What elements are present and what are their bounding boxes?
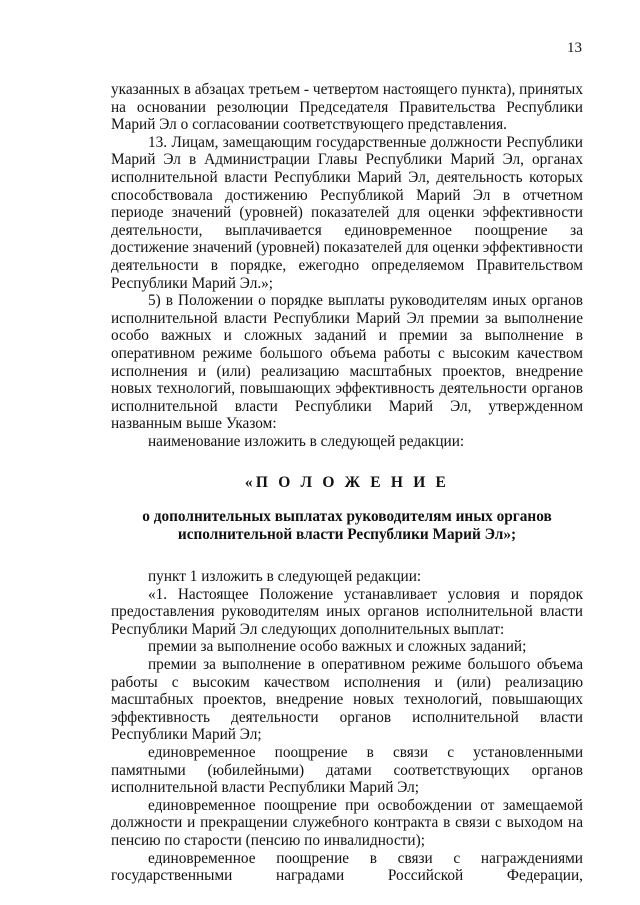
paragraph: «1. Настоящее Положение устанавливает условия и порядок предоставления руководителям иных органов исполнительной власти Республики Марий Эл следующих дополнительных выплат: [111,585,583,638]
paragraph: пункт 1 изложить в следующей редакции: [148,568,422,586]
paragraph: единовременное поощрение в связи с награждениями государственными наградами Российской Федерации, [111,849,583,885]
paragraph: премии за выполнение в оперативном режиме большого объема работы с высоким качеством исполнения и (или) реализацию масштабных проектов, внедрение новых технологий, повышающих эффективность деятельности органов исполнительной власти Республики Марий Эл; [111,656,583,744]
section-subheading: о дополнительных выплатах руководителям иных органов исполнительной власти Республики Марий Эл»; [142,508,552,544]
document-body [111,81,583,885]
paragraph: единовременное поощрение в связи с установленными памятными (юбилейными) датами соответствующих органов исполнительной власти Республики Марий Эл; [111,744,583,797]
paragraph: единовременное поощрение при освобождении от замещаемой должности и прекращении служебного контракта в связи с выходом на пенсию по старости (пенсию по инвалидности); [111,796,583,849]
paragraph: 5) в Положении о порядке выплаты руководителям иных органов исполнительной власти Республики Марий Эл премии за выполнение особо важных и сложных заданий и премии за выполнение в оперативном режиме большого объема работы с высоким качеством исполнения и (или) реализацию масштабных проектов, внедрение новых технологий, повышающих эффективность деятельности органов исполнительной власти Республики Марий Эл, утвержденном названным выше Указом: [111,292,583,433]
paragraph: указанных в абзацах третьем - четвертом настоящего пункта), принятых на основании резолюции Председателя Правительства Республики Марий Эл о согласовании соответствующего представления. [111,81,583,134]
paragraph: наименование изложить в следующей редакции: [148,432,465,450]
paragraph: 13. Лицам, замещающим государственные должности Республики Марий Эл в Администрации Главы Республики Марий Эл, органах исполнительной власти Республики Марий Эл, деятельность которых способствовала достижению Республикой Марий Эл в отчетном периоде значений (уровней) показателей для оценки эффективности деятельности, выплачивается единовременное поощрение за достижение значений (уровней) показателей для оценки эффективности деятельности в порядке, ежегодно определяемом Правительством Республики Марий Эл.»; [111,133,583,292]
section-heading: «П О Л О Ж Е Н И Е [244,474,450,492]
page-number: 13 [567,40,582,56]
paragraph: премии за выполнение особо важных и сложных заданий; [148,638,527,656]
